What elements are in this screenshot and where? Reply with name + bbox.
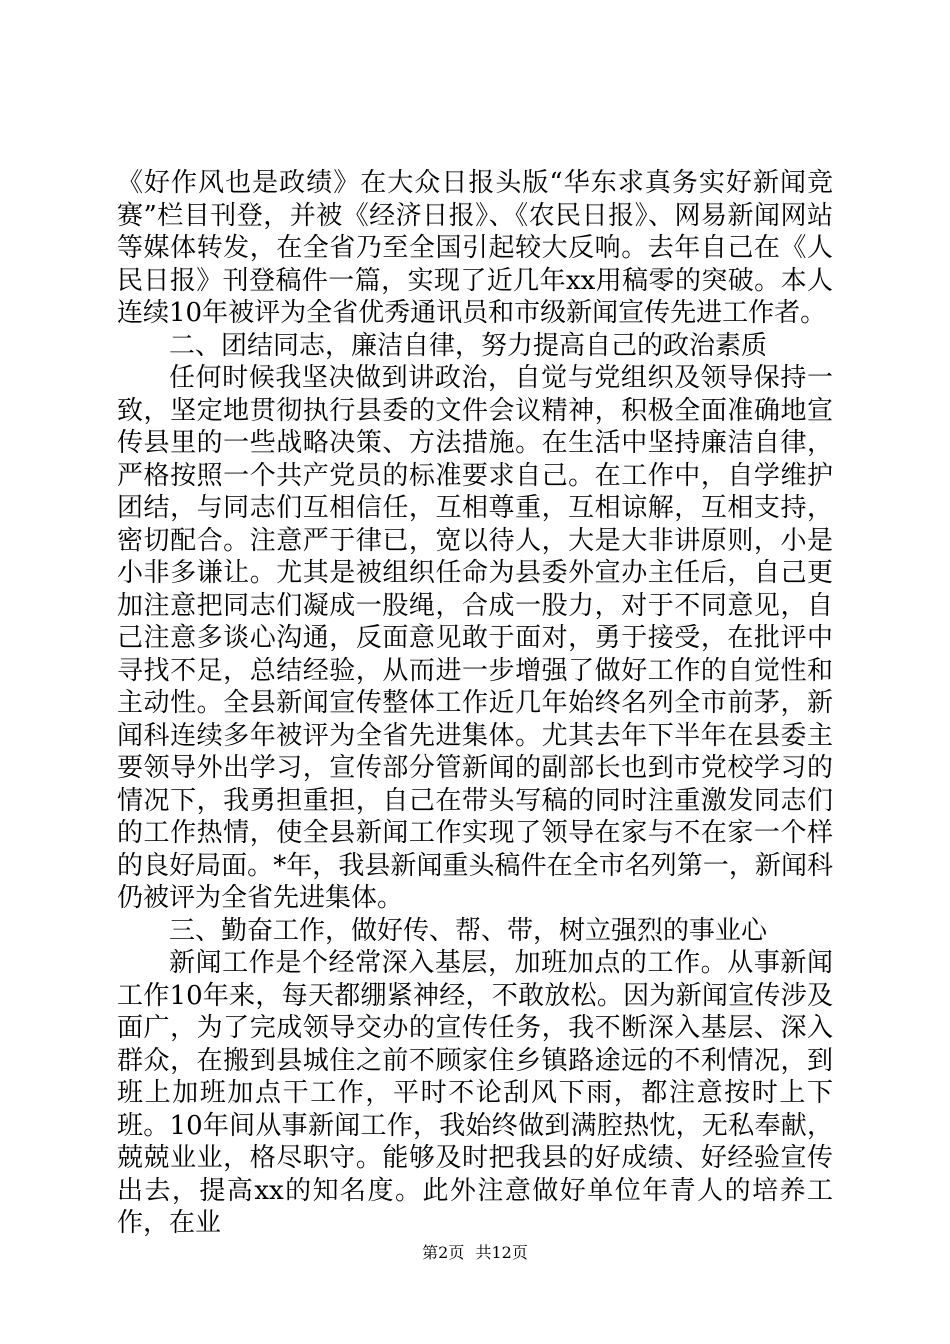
section-heading-3: 三、勤奋工作，做好传、帮、带，树立强烈的事业心	[169, 915, 768, 946]
paragraph-section-3: 新闻工作是个经常深入基层，加班加点的工作。从事新闻工作10年来，每天都绷紧神经，不敢放松。因为新闻宣传涉及面广，为了完成领导交办的宣传任务，我不断深入基层、深入群众，在搬到县城住之前不顾家住乡镇路途远的不利情况，到班上加班加点干工作，平时不论刮风下雨，都注意按时上下班。10年间从事新闻工作，我始终做到满腔热忱，无私奉献，兢兢业业，格尽职守。能够及时把我县的好成绩、好经验宣传出去，提高xx的知名度。此外注意做好单位年青人的培养工作，在业	[117, 948, 833, 1238]
paragraph-section-2: 任何时候我坚决做到讲政治，自觉与党组织及领导保持一致，坚定地贯彻执行县委的文件会议精神，积极全面准确地宣传县里的一些战略决策、方法措施。在生活中坚持廉洁自律，严格按照一个共产党员的标准要求自己。在工作中，自学维护团结，与同志们互相信任，互相尊重，互相谅解，互相支持，密切配合。注意严于律已，宽以待人，大是大非讲原则，小是小非多谦让。尤其是被组织任命为县委外宣办主任后，自己更加注意把同志们凝成一股绳，合成一股力，对于不同意见，自己注意多谈心沟通，反面意见敢于面对，勇于接受，在批评中寻找不足，总结经验，从而进一步增强了做好工作的自觉性和主动性。全县新闻宣传整体工作近几年始终名列全市前茅，新闻科连续多年被评为全省先进集体。尤其去年下半年在县委主要领导外出学习，宣传部分管新闻的副部长也到市党校学习的情况下，我勇担重担，自己在带头写稿的同时注重激发同志们的工作热情，使全县新闻工作实现了领导在家与不在家一个样的良好局面。*年，我县新闻重头稿件在全市名列第一，新闻科仍被评为全省先进集体。	[117, 363, 833, 913]
document-body	[117, 167, 833, 1240]
paragraph-continuation: 《好作风也是政绩》在大众日报头版“华东求真务实好新闻竞赛”栏目刊登，并被《经济日报》、《农民日报》、网易新闻网站等媒体转发，在全省乃至全国引起较大反响。去年自己在《人民日报》刊登稿件一篇，实现了近几年xx用稿零的突破。本人连续10年被评为全省优秀通讯员和市级新闻宣传先进工作者。	[117, 168, 833, 328]
page-number-current: 第2页	[422, 1243, 465, 1262]
page-footer	[0, 1243, 950, 1263]
page-number-total: 共12页	[475, 1243, 528, 1262]
section-heading-2: 二、团结同志，廉洁自律，努力提高自己的政治素质	[169, 330, 768, 361]
